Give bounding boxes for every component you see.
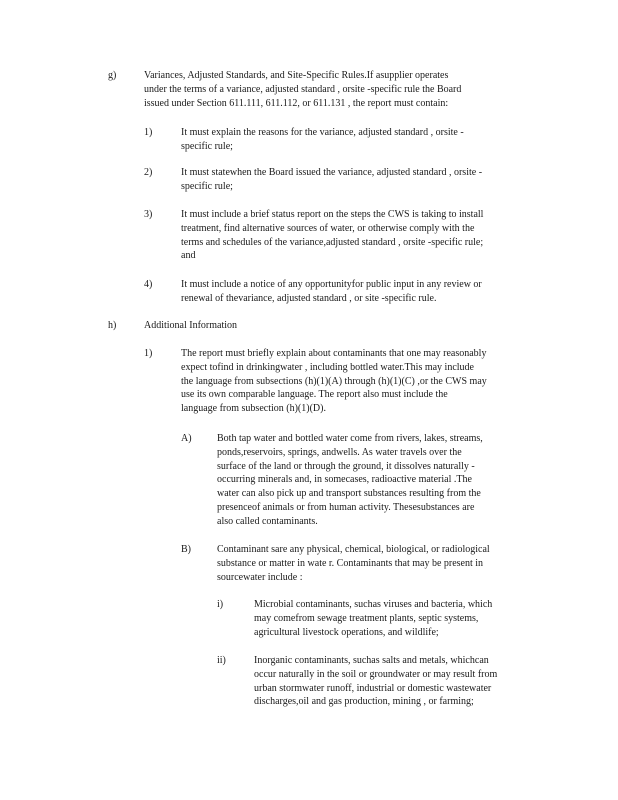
item-line: use its own comparable language. The report also must include the (181, 389, 448, 401)
subsubitem-marker: ii) (217, 655, 226, 666)
section-g-line: under the terms of a variance, adjusted standard , orsite -specific rule the Board (144, 83, 462, 95)
item-marker: 2) (144, 167, 153, 178)
item-line: It must include a notice of any opportunityfor public input in any review or (181, 279, 482, 290)
subitem-text (217, 432, 483, 529)
subsubitem-line: discharges,oil and gas production, mining , or farming; (254, 696, 474, 708)
subitem-line: also called contaminants. (217, 515, 318, 527)
item-marker: 3) (144, 209, 153, 220)
subitem-line: ponds,reservoirs, springs, andwells. As water travels over the (217, 446, 462, 458)
subsubitem-text (254, 654, 497, 709)
subitem-line: Both tap water and bottled water come from rivers, lakes, streams, (217, 433, 483, 444)
subitem-line: water can also pick up and transport substances resulting from the (217, 488, 481, 500)
subitem-line: sourcewater include : (217, 571, 303, 583)
section-g-line: issued under Section 611.111, 611.112, or 611.131 , the report must contain: (144, 97, 449, 109)
subitem-text (217, 543, 490, 584)
item-marker: 1) (144, 348, 153, 359)
item-line: It must include a brief status report on the steps the CWS is taking to install (181, 209, 484, 220)
item-text (181, 208, 483, 263)
subsubitem-line: occur naturally in the soil or groundwater or may result from (254, 668, 498, 680)
subsubitem-marker: i) (217, 599, 224, 610)
item-line: language from subsection (h)(1)(D). (181, 403, 326, 415)
subsubitem-line: agricultural livestock operations, and wildlife; (254, 626, 439, 638)
item-marker: 4) (144, 279, 153, 290)
subitem-line: Contaminant sare any physical, chemical, biological, or radiological (217, 544, 490, 555)
subitem-line: presenceof animals or from human activity. Thesesubstances are (217, 501, 475, 513)
item-text (181, 166, 482, 194)
item-line: specific rule; (181, 140, 233, 152)
section-g-line: Variances, Adjusted Standards, and Site-Specific Rules.If asupplier operates (144, 70, 449, 81)
subitem-line: occurring minerals and, in somecases, radioactive material .The (217, 474, 472, 486)
item-line: renewal of thevariance, adjusted standard , or site -specific rule. (181, 292, 437, 304)
item-line: It must explain the reasons for the variance, adjusted standard , orsite - (181, 127, 464, 138)
item-text (181, 278, 482, 306)
subitem-marker: A) (181, 433, 192, 444)
item-line: It must statewhen the Board issued the variance, adjusted standard , orsite - (181, 167, 483, 178)
item-line: specific rule; (181, 180, 233, 192)
item-marker: 1) (144, 127, 153, 138)
item-text (181, 126, 464, 154)
subsubitem-line: Inorganic contaminants, suchas salts and metals, whichcan (254, 655, 489, 666)
section-h-line: Additional Information (144, 320, 238, 331)
subitem-line: substance or matter in wate r. Contaminants that may be present in (217, 557, 484, 569)
section-h-heading (144, 319, 237, 333)
item-line: terms and schedules of the variance,adjusted standard , orsite -specific rule; (181, 236, 484, 248)
section-h-marker: h) (108, 320, 117, 331)
subsubitem-text (254, 598, 492, 639)
subsubitem-line: may comefrom sewage treatment plants, septic systems, (254, 612, 479, 624)
subsubitem-line: urban stormwater runoff, industrial or domestic wastewater (254, 682, 492, 694)
section-g-intro (144, 69, 506, 110)
item-text (181, 347, 487, 416)
item-line: treatment, find alternative sources of water, or otherwise comply with the (181, 222, 475, 234)
item-line: The report must briefly explain about contaminants that one may reasonably (181, 348, 487, 359)
item-line: the language from subsections (h)(1)(A) through (h)(1)(C) ,or the CWS may (181, 375, 487, 387)
section-g-marker: g) (108, 70, 117, 81)
subitem-line: surface of the land or through the ground, it dissolves naturally - (217, 460, 475, 472)
subsubitem-line: Microbial contaminants, suchas viruses and bacteria, which (254, 599, 493, 610)
item-line: and (181, 250, 196, 262)
subitem-marker: B) (181, 544, 191, 555)
item-line: expect tofind in drinkingwater , including bottled water.This may include (181, 361, 474, 373)
